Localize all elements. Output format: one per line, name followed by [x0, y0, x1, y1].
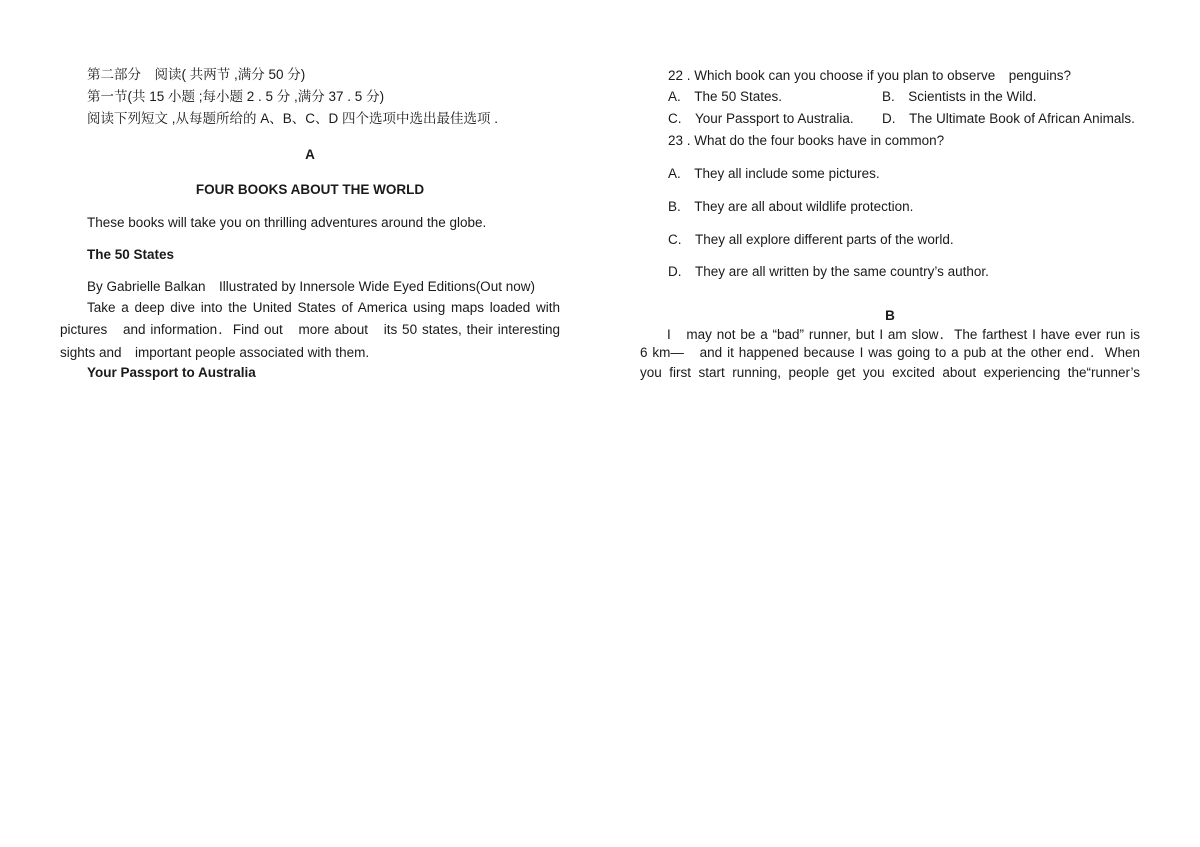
q23-option-d: D. They are all written by the same country’s author. [668, 264, 989, 279]
passage-title: FOUR BOOKS ABOUT THE WORLD [195, 182, 425, 197]
book1-desc-line: pictures and information．Find out more about its 50 states, their interesting [60, 322, 560, 337]
q22-stem: 22 . Which book can you choose if you plan to observe penguins? [668, 68, 1072, 83]
left-column [60, 0, 560, 847]
book1-credit: By Gabrielle Balkan Illustrated by Innersole Wide Eyed Editions(Out now) [87, 279, 535, 294]
section-heading: 第二部分 阅读( 共两节 ,满分 50 分) [87, 67, 306, 82]
q23-option-a: A. They all include some pictures. [668, 166, 880, 181]
q23-stem: 23 . What do the four books have in common? [668, 133, 945, 148]
q22-option-d: D. The Ultimate Book of African Animals. [882, 111, 1135, 126]
passage-b-line: 6 km— and it happened because I was going to a pub at the other end．When [640, 345, 1140, 360]
right-column [640, 0, 1140, 847]
passage-b-line: I may not be a “bad” runner, but I am slow．The farthest I have ever run is [667, 327, 1140, 342]
q22-option-c: C. Your Passport to Australia. [668, 111, 854, 126]
passage-label-a: A [305, 147, 315, 162]
book1-desc-line: Take a deep dive into the United States of America using maps loaded with [87, 300, 560, 315]
passage-label-b: B [885, 308, 895, 323]
instruction-text: 阅读下列短文 ,从每题所给的 A、B、C、D 四个选项中选出最佳选项 . [87, 111, 499, 126]
book2-title: Your Passport to Australia [87, 365, 256, 380]
subsection-heading: 第一节(共 15 小题 ;每小题 2 . 5 分 ,满分 37 . 5 分) [87, 89, 385, 104]
q23-option-c: C. They all explore different parts of the world. [668, 232, 954, 247]
q22-option-b: B. Scientists in the Wild. [882, 89, 1037, 104]
q23-option-b: B. They are all about wildlife protection. [668, 199, 914, 214]
passage-b-line: you first start running, people get you excited about experiencing the“runner’s [640, 365, 1140, 380]
book1-desc-line: sights and important people associated with them. [60, 345, 370, 360]
q22-option-a: A. The 50 States. [668, 89, 783, 104]
book1-title: The 50 States [87, 247, 175, 262]
passage-intro: These books will take you on thrilling adventures around the globe. [87, 215, 487, 230]
